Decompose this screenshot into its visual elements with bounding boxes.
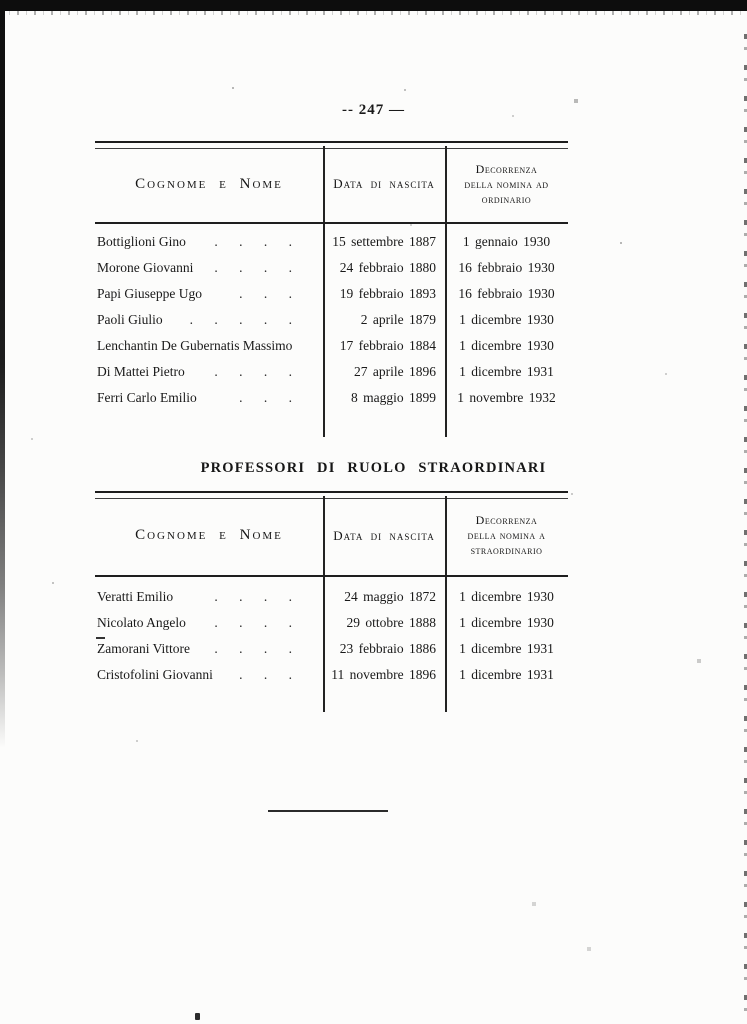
surname-name: Ferri Carlo Emilio <box>97 390 197 405</box>
table-row <box>95 260 568 286</box>
surname-name: Zamorani Vittore <box>97 641 191 656</box>
table2-header-cognome-e-nome <box>95 496 323 575</box>
birth-date-cell: 24 febbraio 1880 <box>339 260 436 275</box>
table2-header-data-di-nascita <box>323 496 445 575</box>
scan-artifact-speckles <box>0 0 2 2</box>
table-row <box>95 234 568 260</box>
surname-name: Papi Giuseppe Ugo <box>97 286 202 301</box>
birth-date-cell: 19 febbraio 1893 <box>339 286 436 301</box>
table-row <box>95 286 568 312</box>
header-label: Cognome e Nome <box>135 527 283 543</box>
table-row <box>95 338 568 364</box>
leader-dots: . . . . <box>214 589 301 604</box>
surname-name: Lenchantin De Gubernatis Massimo <box>97 338 293 353</box>
surname-name: Bottiglioni Gino <box>97 234 186 249</box>
leader-dots: . . . . <box>214 641 301 656</box>
birth-date-cell: 17 febbraio 1884 <box>339 338 436 353</box>
header-line: della nomina ad <box>464 176 549 191</box>
name-cell <box>95 641 323 657</box>
scan-artifact-left-edge <box>0 10 5 748</box>
name-cell <box>95 390 323 406</box>
nomination-date-cell: 1 dicembre 1931 <box>459 364 554 379</box>
header-line: Decorrenza <box>475 513 538 527</box>
table-professori-ordinari <box>95 141 568 437</box>
surname-name: Morone Giovanni <box>97 260 194 275</box>
end-divider-rule <box>268 810 388 812</box>
nomination-date-cell: 16 febbraio 1930 <box>458 286 555 301</box>
header-label: Cognome e Nome <box>135 175 283 192</box>
surname-name: Veratti Emilio <box>97 589 174 604</box>
name-cell <box>95 589 323 605</box>
nomination-date-cell: 1 dicembre 1930 <box>459 589 554 604</box>
header-line: ordinario <box>481 191 532 206</box>
birth-date-cell: 11 novembre 1896 <box>331 667 436 682</box>
table1-header-decorrenza <box>445 146 568 222</box>
name-cell <box>95 364 323 380</box>
name-cell <box>95 286 323 302</box>
birth-date-cell: 29 ottobre 1888 <box>346 615 436 630</box>
name-cell <box>95 615 323 631</box>
scan-artifact-ink-speck <box>195 1013 200 1020</box>
birth-date-cell: 15 settembre 1887 <box>332 234 436 249</box>
leader-dots: . . . . <box>214 234 301 249</box>
nomination-date-cell: 1 dicembre 1931 <box>459 641 554 656</box>
table-row <box>95 667 568 693</box>
header-line: straordinario <box>470 543 543 557</box>
nomination-date-cell: 1 dicembre 1931 <box>459 667 554 682</box>
birth-date-cell: 8 maggio 1899 <box>351 390 436 405</box>
leader-dots: . . . <box>239 390 301 405</box>
header-line: Decorrenza <box>475 161 538 176</box>
leader-dots: . . . . <box>214 364 301 379</box>
table-row <box>95 641 568 667</box>
table2-header-bottom-rule <box>95 575 568 577</box>
header-line: della nomina a <box>467 528 546 542</box>
table1-header-cognome-e-nome <box>95 146 323 222</box>
scan-artifact-top-edge <box>0 0 747 11</box>
name-cell <box>95 667 323 683</box>
table-row <box>95 390 568 416</box>
leader-dots: . . . . <box>214 615 301 630</box>
section-title-professori-straordinari: PROFESSORI DI RUOLO STRAORDINARI <box>200 460 547 476</box>
nomination-date-cell: 1 dicembre 1930 <box>459 615 554 630</box>
table1-body <box>95 234 568 416</box>
page-number: -- 247 — <box>342 102 405 118</box>
surname-name: Cristofolini Giovanni <box>97 667 213 682</box>
nomination-date-cell: 1 dicembre 1930 <box>459 338 554 353</box>
table-row <box>95 615 568 641</box>
nomination-date-cell: 1 dicembre 1930 <box>459 312 554 327</box>
table2-header-decorrenza <box>445 496 568 575</box>
surname-name: Nicolato Angelo <box>97 615 186 630</box>
birth-date-cell: 27 aprile 1896 <box>354 364 436 379</box>
nomination-date-cell: 1 gennaio 1930 <box>462 234 551 249</box>
leader-dots: . . . . . <box>189 312 301 327</box>
birth-date-cell: 2 aprile 1879 <box>360 312 436 327</box>
name-cell <box>95 312 323 328</box>
header-label: Data di nascita <box>333 527 435 543</box>
header-label: Data di nascita <box>333 176 435 191</box>
name-cell <box>95 260 323 276</box>
nomination-date-cell: 16 febbraio 1930 <box>458 260 555 275</box>
table2-header-row <box>95 496 568 575</box>
surname-name: Paoli Giulio <box>97 312 163 327</box>
name-cell <box>95 338 323 354</box>
table2-body <box>95 589 568 693</box>
table1-header-row <box>95 146 568 222</box>
table-professori-straordinari <box>95 491 568 712</box>
table-row <box>95 312 568 338</box>
name-cell <box>95 234 323 250</box>
table1-header-data-di-nascita <box>323 146 445 222</box>
nomination-date-cell: 1 novembre 1932 <box>457 390 556 405</box>
table1-header-bottom-rule <box>95 222 568 224</box>
birth-date-cell: 23 febbraio 1886 <box>339 641 436 656</box>
leader-dots: . . . <box>239 667 301 682</box>
birth-date-cell: 24 maggio 1872 <box>344 589 436 604</box>
leader-dots: . . . <box>239 286 301 301</box>
leader-dots: . . . . <box>214 260 301 275</box>
table-row <box>95 364 568 390</box>
table-row <box>95 589 568 615</box>
surname-name: Di Mattei Pietro <box>97 364 185 379</box>
